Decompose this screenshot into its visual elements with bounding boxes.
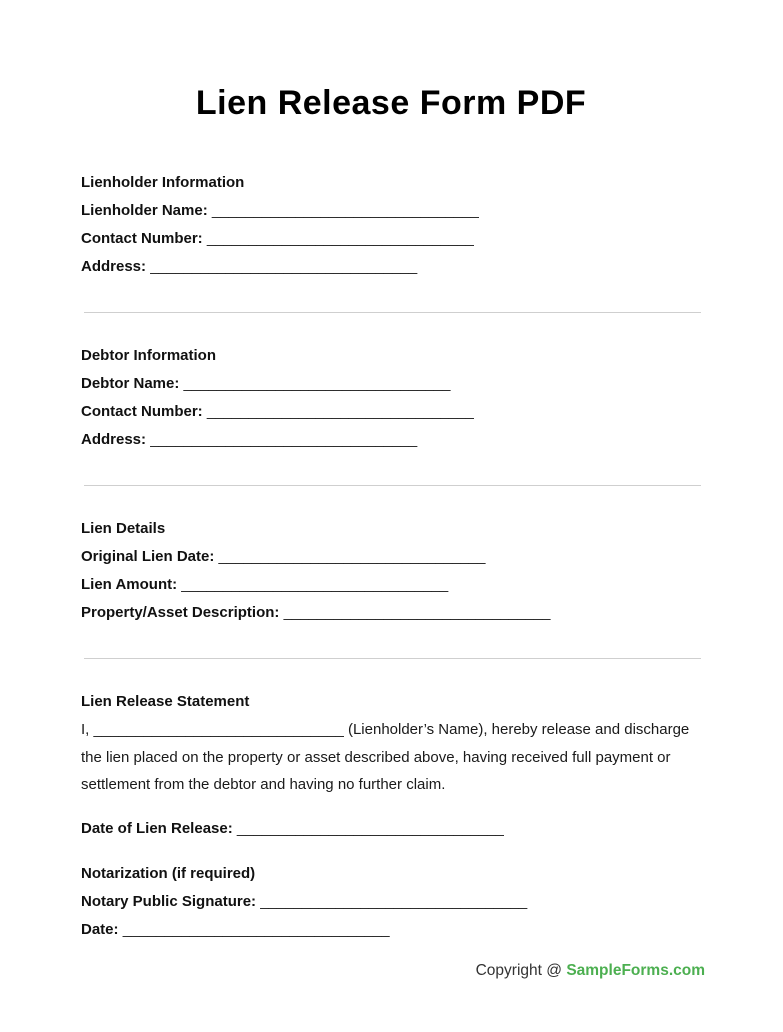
field-blank-line: ________________________________ xyxy=(211,202,479,219)
section-notarization xyxy=(81,860,701,944)
section-heading-release-statement: Lien Release Statement xyxy=(81,693,250,710)
field-notarization-date xyxy=(81,916,701,944)
section-lien-release-statement xyxy=(81,688,701,799)
copyright-text: Copyright @ xyxy=(475,962,562,979)
field-lienholder-name xyxy=(81,197,701,225)
section-heading-notarization: Notarization (if required) xyxy=(81,864,256,882)
section-heading-lien-details: Lien Details xyxy=(81,520,166,537)
field-blank-line: ________________________________ xyxy=(122,920,390,938)
statement-blank-line: ______________________________ xyxy=(93,721,344,738)
field-blank-line: ________________________________ xyxy=(283,604,551,621)
field-label: Original Lien Date: xyxy=(81,548,215,565)
statement-intro: I, xyxy=(81,721,90,738)
brand-link[interactable]: SampleForms.com xyxy=(566,962,705,979)
field-date-of-lien-release xyxy=(81,815,701,843)
field-property-asset-description xyxy=(81,599,701,627)
field-blank-line: ________________________________ xyxy=(218,548,486,565)
field-lienholder-contact-number xyxy=(81,225,701,253)
field-blank-line: ________________________________ xyxy=(206,230,474,247)
section-divider xyxy=(84,658,701,659)
statement-body: (Lienholder’s Name), hereby release and discharge the lien placed on the property or asset described above, having received full payment or settlement from the debtor and having no further claim. xyxy=(81,721,690,793)
field-label: Lien Amount: xyxy=(81,576,178,593)
field-label: Notary Public Signature: xyxy=(81,892,257,910)
field-label: Lienholder Name: xyxy=(81,202,208,219)
field-lien-amount xyxy=(81,571,701,599)
field-label: Property/Asset Description: xyxy=(81,604,280,621)
field-blank-line: ________________________________ xyxy=(181,576,449,593)
section-divider xyxy=(84,312,701,313)
field-blank-line: ________________________________ xyxy=(236,819,504,837)
field-lienholder-address xyxy=(81,253,701,281)
section-divider xyxy=(84,485,701,486)
form-title: Lien Release Form PDF xyxy=(195,84,587,122)
section-lienholder-information xyxy=(81,169,701,281)
field-notary-public-signature xyxy=(81,888,701,916)
field-label: Date: xyxy=(81,920,119,938)
field-label: Contact Number: xyxy=(81,230,203,247)
field-blank-line: ________________________________ xyxy=(260,892,528,910)
section-heading-lienholder: Lienholder Information xyxy=(81,174,245,191)
field-debtor-contact-number xyxy=(81,398,701,426)
field-label: Address: xyxy=(81,258,147,275)
section-heading-debtor: Debtor Information xyxy=(81,347,216,364)
field-original-lien-date xyxy=(81,543,701,571)
field-blank-line: ________________________________ xyxy=(150,431,418,448)
section-debtor-information xyxy=(81,342,701,454)
field-debtor-address xyxy=(81,426,701,454)
field-label: Contact Number: xyxy=(81,403,203,420)
field-label: Date of Lien Release: xyxy=(81,819,233,837)
field-debtor-name xyxy=(81,370,701,398)
field-blank-line: ________________________________ xyxy=(206,403,474,420)
field-label: Debtor Name: xyxy=(81,375,180,392)
section-lien-details xyxy=(81,515,701,627)
field-blank-line: ________________________________ xyxy=(183,375,451,392)
field-label: Address: xyxy=(81,431,147,448)
field-blank-line: ________________________________ xyxy=(150,258,418,275)
release-statement-text xyxy=(81,716,701,799)
footer xyxy=(476,962,705,980)
